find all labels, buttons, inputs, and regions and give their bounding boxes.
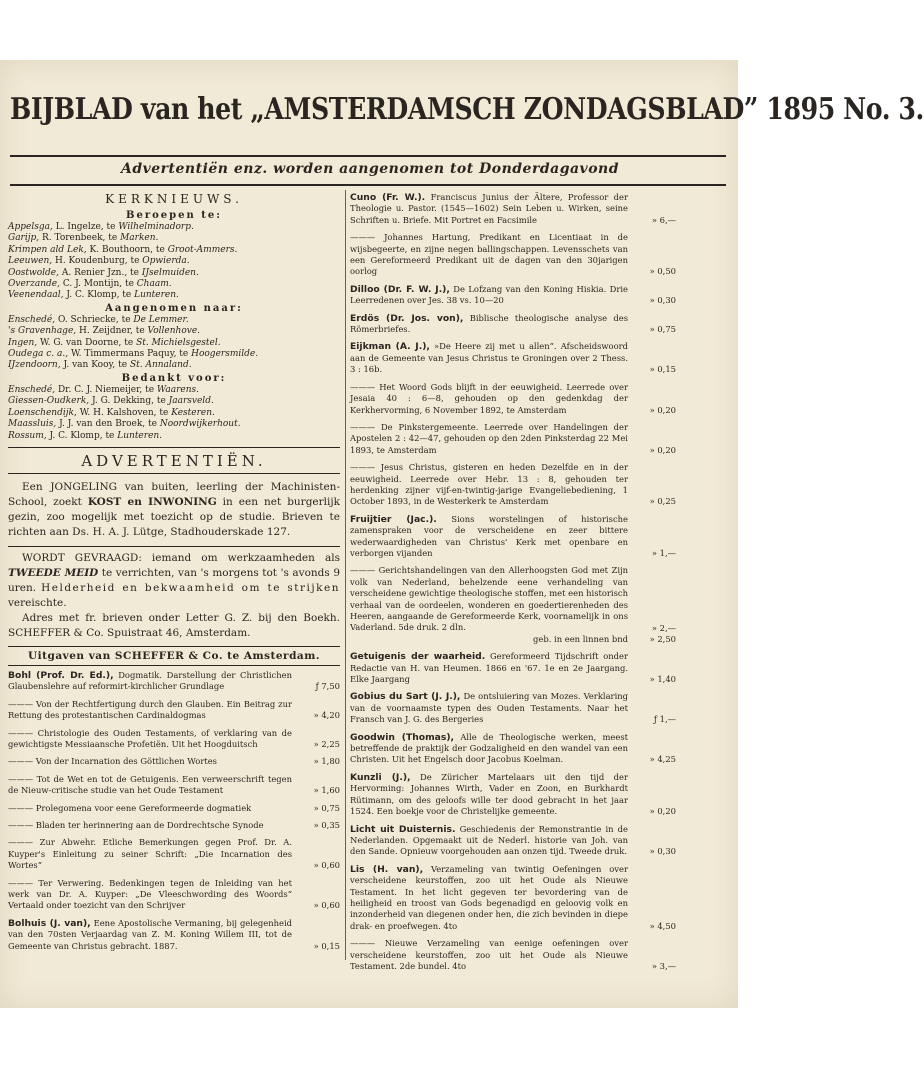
entry-price: » 1,80 [313,756,340,767]
item-text: J. C. Klomp, te [46,430,118,441]
entry-description: ——— Gerichtshandelingen van den Allerhoogsten God met Zijn volk van Nederland, behelzende eene verhandeling van verscheidene gewichtige theologische stoffen, met een historisch verhaal van de oordeelen, wonderen en goedertierenheden des Heeren, aangaande de Gereformeerde Kerk, voornamelijk in ons Vaderland. 5de druk. 2 dln. [350,565,628,633]
entry-price: » 4,50 [649,920,676,931]
entry-binding-option: geb. in een linnen bnd [533,633,628,644]
catalog-entry [350,864,676,932]
entry-description: ——— Bladen ter herinnering aan de Dordrechtsche Synode [8,819,264,830]
kerknieuws-item [8,360,340,371]
kerknieuws-item [8,431,340,442]
ad2-address: Adres met fr. brieven onder Letter G. Z. bij den Boekh. SCHEFFER & Co. Spuistraat 46, Amsterdam. [8,611,340,639]
entry-description: Geschiedenis der Remonstrantie in de Nederlanden. Opgemaakt uit de Nederl. historie van Joh. van den Sande. Opnieuw voorgehouden aan onzen tijd. Tweede druk. [350,823,628,857]
catalog-entry [350,824,676,858]
item-text: J. G. Dekking, te [89,396,169,407]
catalog-entry [350,938,676,972]
entry-author: Cuno (Fr. W.). [350,192,426,203]
kerknieuws-item [8,268,340,279]
uitgaven-list-right [350,192,676,972]
kerknieuws-item [8,349,340,360]
entry-author: Kunzli (J.), [350,771,411,783]
entry-description: »De Heere zij met u allen”. Afscheidswoord aan de Gemeente van Jesus Christus te Groningen over 2 Thess. 3 : 16b. [350,341,629,375]
ad2-spaced: Helderheid en bekwaamheid om te strijken [41,581,340,594]
entry-price: » 0,75 [649,324,676,335]
kerknieuws-item [8,419,340,430]
item-place: Overzande, [8,279,60,290]
entry-description: ——— Johannes Hartung, Predikant en Licentiaat in de wijsbegeerte, en zijne negen ballingschappen. Levensschets van een Gereformeerd Predikant uit de dagen van den 30jarigen oorlog [350,232,628,277]
ad-rule [8,646,340,647]
item-destination: Lunteren. [117,430,163,441]
ad-rule [8,546,340,547]
uitgaven-title: Uitgaven van SCHEFFER & Co. te Amsterdam. [27,649,320,662]
item-destination: IJselmuiden. [141,267,199,278]
item-text: J. C. Klomp, te [63,290,135,301]
catalog-entry [350,382,676,416]
bedankt-list [8,385,340,442]
ad1-text2: in een net burgerlijk gezin, zoo mogelijk met toezicht op de studie. Brieven te richten aan Ds. H. A. J. Lütge, Stadhouderskade 127. [8,495,340,538]
entry-description: ——— Von der Incarnation des Göttlichen Wortes [8,756,217,767]
item-place: Oudega c. a., [8,349,69,360]
kerknieuws-item [8,256,340,267]
kerknieuws-title: KERKNIEUWS. [105,192,243,206]
item-place: Oostwolde, [8,267,59,278]
catalog-entry [350,462,676,508]
ad1-bold: KOST en INWONING [87,495,217,508]
kerknieuws-item [8,315,340,326]
entry-author: Getuigenis der waarheid. [350,651,486,663]
catalog-entry [350,341,676,375]
entry-price: » 0,20 [649,806,676,817]
catalog-entry [8,820,340,831]
ad1-text: Een JONGELING van buiten, leerling der Machinisten-School, zoekt [8,480,340,508]
item-place: Rossum, [8,430,47,441]
entry-description: ——— Ter Verwering. Bedenkingen tegen de Inleiding van het werk van Dr. A. Kuyper: „De Vleeschwording des Woords” Vertaald onder toezicht van den Schrijver [8,877,292,911]
item-place: 's Gravenhage, [8,326,77,337]
catalog-entry [8,699,340,722]
subtitle-rule [10,184,726,186]
entry-price: » 3,— [651,960,676,971]
entry-price: » 0,50 [649,266,676,277]
item-place: Veenendaal, [8,290,64,301]
catalog-entry [350,732,676,766]
item-text: W. G. van Doorne, te [37,337,137,348]
uitgaven-list-left [8,670,340,952]
entry-price: ƒ 1,— [653,714,676,725]
kerknieuws-item [8,290,340,301]
entry-price: » 0,75 [313,802,340,813]
catalog-entry [350,565,676,645]
left-column [8,192,340,958]
item-destination: Hoogersmilde. [191,349,259,360]
item-destination: Groot-Ammers. [167,244,238,255]
entry-description: Alle de Theologische werken, meest betreffende de praktijk der Godzaligheid en den wandel van een Christen. Uit het Engelsch door Jacobus Koelman. [350,731,628,765]
entry-description: ——— Von der Rechtfertigung durch den Glauben. Ein Beitrag zur Rettung des protestantischen Cardinaldogmas [8,698,292,721]
item-place: Appelsga, [8,222,53,232]
entry-author: Lis (H. van), [350,863,424,875]
entry-description: De Lofzang van den Koning Hiskia. Drie Leerredenen over Jes. 38 vs. 10—20 [350,283,628,306]
entry-description: ——— Jesus Christus, gisteren en heden Dezelfde en in der eeuwigheid. Leerrede over Hebr. 13 : 8, gehouden ter herdenking zijner vijf-en-twintig-jarige Evangeliebediening, 1 October 1893, in de Westerkerk te Amsterdam [350,462,628,507]
catalog-entry [8,878,340,912]
catalog-entry [8,837,340,871]
item-place: Loenschendijk, [8,407,77,418]
entry-price: » 2,25 [313,738,340,749]
catalog-entry [350,422,676,456]
item-text: C. J. Montijn, te [59,279,137,290]
item-destination: Marken. [120,233,159,244]
item-text: O. Schriecke, te [55,314,134,325]
entry-description: Gereformeerd Tijdschrift onder Redactie van H. van Heumen. 1866 en '67. 1e en 2e Jaargang. Elke Jaargang [350,651,628,685]
entry-description: Franciscus Junius der Ältere, Professor der Theologie u. Pastor. (1545—1602) Sein Leben u. Wirken, seine Schriften u. Briefe. Mit Portret en Facsimile [350,192,628,225]
catalog-entry [8,728,340,751]
kerknieuws-item [8,245,340,256]
kerknieuws-item [8,326,340,337]
kerknieuws-item [8,338,340,349]
catalog-entry [350,514,676,560]
item-destination: Opwierda. [142,256,190,267]
entry-description: Dogmatik. Darstellung der Christlichen Glaubenslehre auf reformirt-kirchlicher Grundlage [8,669,292,692]
catalog-entry [350,284,676,307]
advertisement-meid [8,551,340,641]
entry-price: » 0,15 [649,364,676,375]
item-destination: St. Annaland. [129,360,192,371]
title-rule [10,155,726,157]
entry-author: Eijkman (A. J.), [350,341,430,353]
section-rule [8,447,340,448]
kerknieuws-item [8,279,340,290]
entry-description: Verzameling van twintig Oefeningen over verscheidene keurstoffen, zoo uit het Oude als Nieuwe Testament. In het licht gegeven ter bevordering van de heiligheid en troost van Gods begenadigd en geloovig volk en inzonderheid van diegenen onder hen, die zich bevinden in diepe drak- en proefwegen. 4to [350,863,628,931]
entry-price: » 0,20 [649,444,676,455]
entry-price: » 0,30 [649,846,676,857]
entry-binding-price: » 2,50 [649,633,676,644]
entry-author: Fruijtier (Jac.). [350,513,437,525]
entry-price: » 1,60 [313,785,340,796]
entry-description: ——— De Pinkstergemeente. Leerrede over Handelingen der Apostelen 2 : 42—47, gehouden op den 2den Pinksterdag 22 Mei 1893, te Amsterdam [350,421,628,455]
entry-description: ——— Christologie des Ouden Testaments, of verklaring van de gewichtigste Messiaansche Profetiën. Uit het Hoogduitsch [8,727,292,749]
item-text: R. Torenbeek, te [39,233,121,244]
item-destination: Jaarsveld. [168,396,214,407]
item-destination: Lunteren. [134,290,179,301]
catalog-entry [8,774,340,797]
item-destination: Wilhelminadorp. [118,222,194,232]
entry-price: » 0,60 [313,860,340,871]
item-text: H. Zeijdner, te [76,326,148,337]
entry-price: ƒ 7,50 [315,681,340,692]
kerknieuws-item [8,233,340,244]
item-text: Dr. C. J. Niemeijer, te [55,384,157,395]
catalog-entry [8,803,340,814]
entry-description: De ontsluiering van Mozes. Verklaring van de voornaamste typen des Ouden Testaments. Naar het Fransch van J. G. des Bergeries [350,691,628,725]
entry-author: Dilloo (Dr. F. W. J.), [350,283,450,295]
right-column [350,192,676,978]
catalog-entry [350,651,676,685]
entry-author: Bolhuis (J. van), [8,917,91,929]
column-divider [345,190,346,960]
entry-author: Bohl (Prof. Dr. Ed.), [8,669,114,681]
item-place: Enschedé, [8,384,56,395]
item-destination: Vollenhove. [147,326,201,337]
entry-author: Licht uit Duisternis. [350,823,456,835]
beroepen-title: Beroepen te: [126,210,222,221]
item-text: W. H. Kalshoven, te [76,407,172,418]
ad2-bold: TWEEDE MEID [8,566,99,579]
entry-price: » 0,25 [649,496,676,507]
entry-price: » 0,35 [313,819,340,830]
catalog-entry [8,670,340,693]
section-rule [8,473,340,474]
entry-author: Gobius du Sart (J. J.), [350,691,461,703]
entry-description: ——— Het Woord Gods blijft in der eeuwigheid. Leerrede over Jesaia 40 : 6—8, gehouden op den gedenkdag der Kerkhervorming, 6 November 1892, te Amsterdam [350,381,628,415]
entry-author: Goodwin (Thomas), [350,731,455,743]
item-place: IJzendoorn, [8,360,61,371]
entry-price: » 6,— [651,214,676,225]
entry-description: Biblische theologische analyse des Römerbriefes. [350,312,629,335]
catalog-entry [350,192,676,226]
entry-price: » 1,— [651,547,676,558]
item-destination: Chaam. [136,279,172,290]
item-place: Krimpen ald Lek, [8,244,87,255]
item-text: A. Renier Jzn., te [58,267,142,278]
ad2-text: WORDT GEVRAAGD: iemand om werkzaamheden als [22,551,340,564]
item-text: W. Timmermans Paquy, te [68,349,192,360]
kerknieuws-item [8,396,340,407]
kerknieuws-item [8,408,340,419]
ad2-text3: vereischte. [8,596,67,609]
entry-description: ——— Nieuwe Verzameling van eenige oefeningen over verscheidene keurstoffen, zoo uit het Oude als Nieuwe Testament. 2de bundel. 4to [350,938,628,971]
catalog-entry [350,313,676,336]
item-place: Ingen, [8,337,38,348]
item-destination: Waarens. [156,384,200,395]
uitgaven-rule [8,665,340,666]
beroepen-list [8,222,340,302]
catalog-entry [350,232,676,278]
bedankt-title: Bedankt voor: [121,372,227,384]
entry-author: Erdös (Dr. Jos. von), [350,312,464,324]
item-text: H. Koudenburg, te [52,256,143,267]
catalog-entry [350,772,676,818]
advertenties-title: ADVERTENTIËN. [81,451,267,470]
item-destination: St. Michielsgestel. [136,337,221,348]
item-place: Garijp, [8,233,40,244]
item-destination: Noordwijkerhout. [159,419,241,430]
entry-description: ——— Zur Abwehr. Etliche Bemerkungen gegen Prof. Dr. A. Kuyper's Einleitung zu seiner Schrift: „Die Incarnation des Wortes” [8,837,292,871]
item-place: Giessen-Oudkerk, [8,396,90,407]
aangenomen-title: Aangenomen naar: [105,302,243,314]
entry-description: Eene Apostolische Vermaning, bij gelegenheid van den 70sten Verjaardag van Z. M. Koning Willem III, tot de Gemeente van Christus gebracht. 1887. [8,917,292,951]
kerknieuws-item [8,222,340,233]
item-text: J. van Kooy, te [60,360,130,371]
entry-price: » 4,25 [649,754,676,765]
entry-description: De Züricher Martelaars uit den tijd der Hervorming: Johannes Wirth, Vader en Zoon, en Burkhardt Rütimann, om des geloofs wille ter dood gebracht in het jaar 1524. Een boekje voor de Christelijke gemeente. [350,771,629,817]
entry-description: Sions worstelingen of historische zamenspraken voor de verscheidene en zeer bittere wederwaardigheden van Christus' Kerk met openbare en verborgen vijanden [350,513,628,558]
ad2-text2: te verrichten, van 's morgens tot 's avonds 9 uren. [8,566,340,594]
item-text: K. Bouthoorn, te [86,244,168,255]
entry-price: » 0,30 [649,295,676,306]
entry-price: » 1,40 [649,674,676,685]
entry-description: ——— Tot de Wet en tot de Getuigenis. Een verweerschrift tegen de Nieuw-critische studie van het Oude Testament [8,773,292,796]
advertisement-jongeling [8,480,340,540]
item-destination: Kesteren. [171,407,215,418]
subtitle: Advertentiën enz. worden aangenomen tot Donderdagavond [120,161,619,177]
item-destination: De Lemmer. [133,314,189,325]
item-text: J. J. van den Broek, te [56,419,160,430]
item-place: Enschedé, [8,314,56,325]
entry-price: » 4,20 [313,710,340,721]
aangenomen-list [8,315,340,372]
page-title: BIJBLAD van het „AMSTERDAMSCH ZONDAGSBLAD” 1895 No. 3. [10,92,924,127]
entry-price: » 2,— [651,622,676,633]
catalog-entry [350,691,676,725]
item-place: Maassluis, [8,419,57,430]
entry-price: » 0,15 [313,940,340,951]
entry-description: ——— Prolegomena voor eene Gereformeerde dogmatiek [8,802,252,813]
entry-price: » 0,20 [649,404,676,415]
item-text: L. Ingelze, te [52,222,119,232]
item-place: Leeuwen, [8,256,53,267]
catalog-entry [8,918,340,952]
catalog-entry [8,756,340,767]
kerknieuws-item [8,385,340,396]
entry-price: » 0,60 [313,900,340,911]
